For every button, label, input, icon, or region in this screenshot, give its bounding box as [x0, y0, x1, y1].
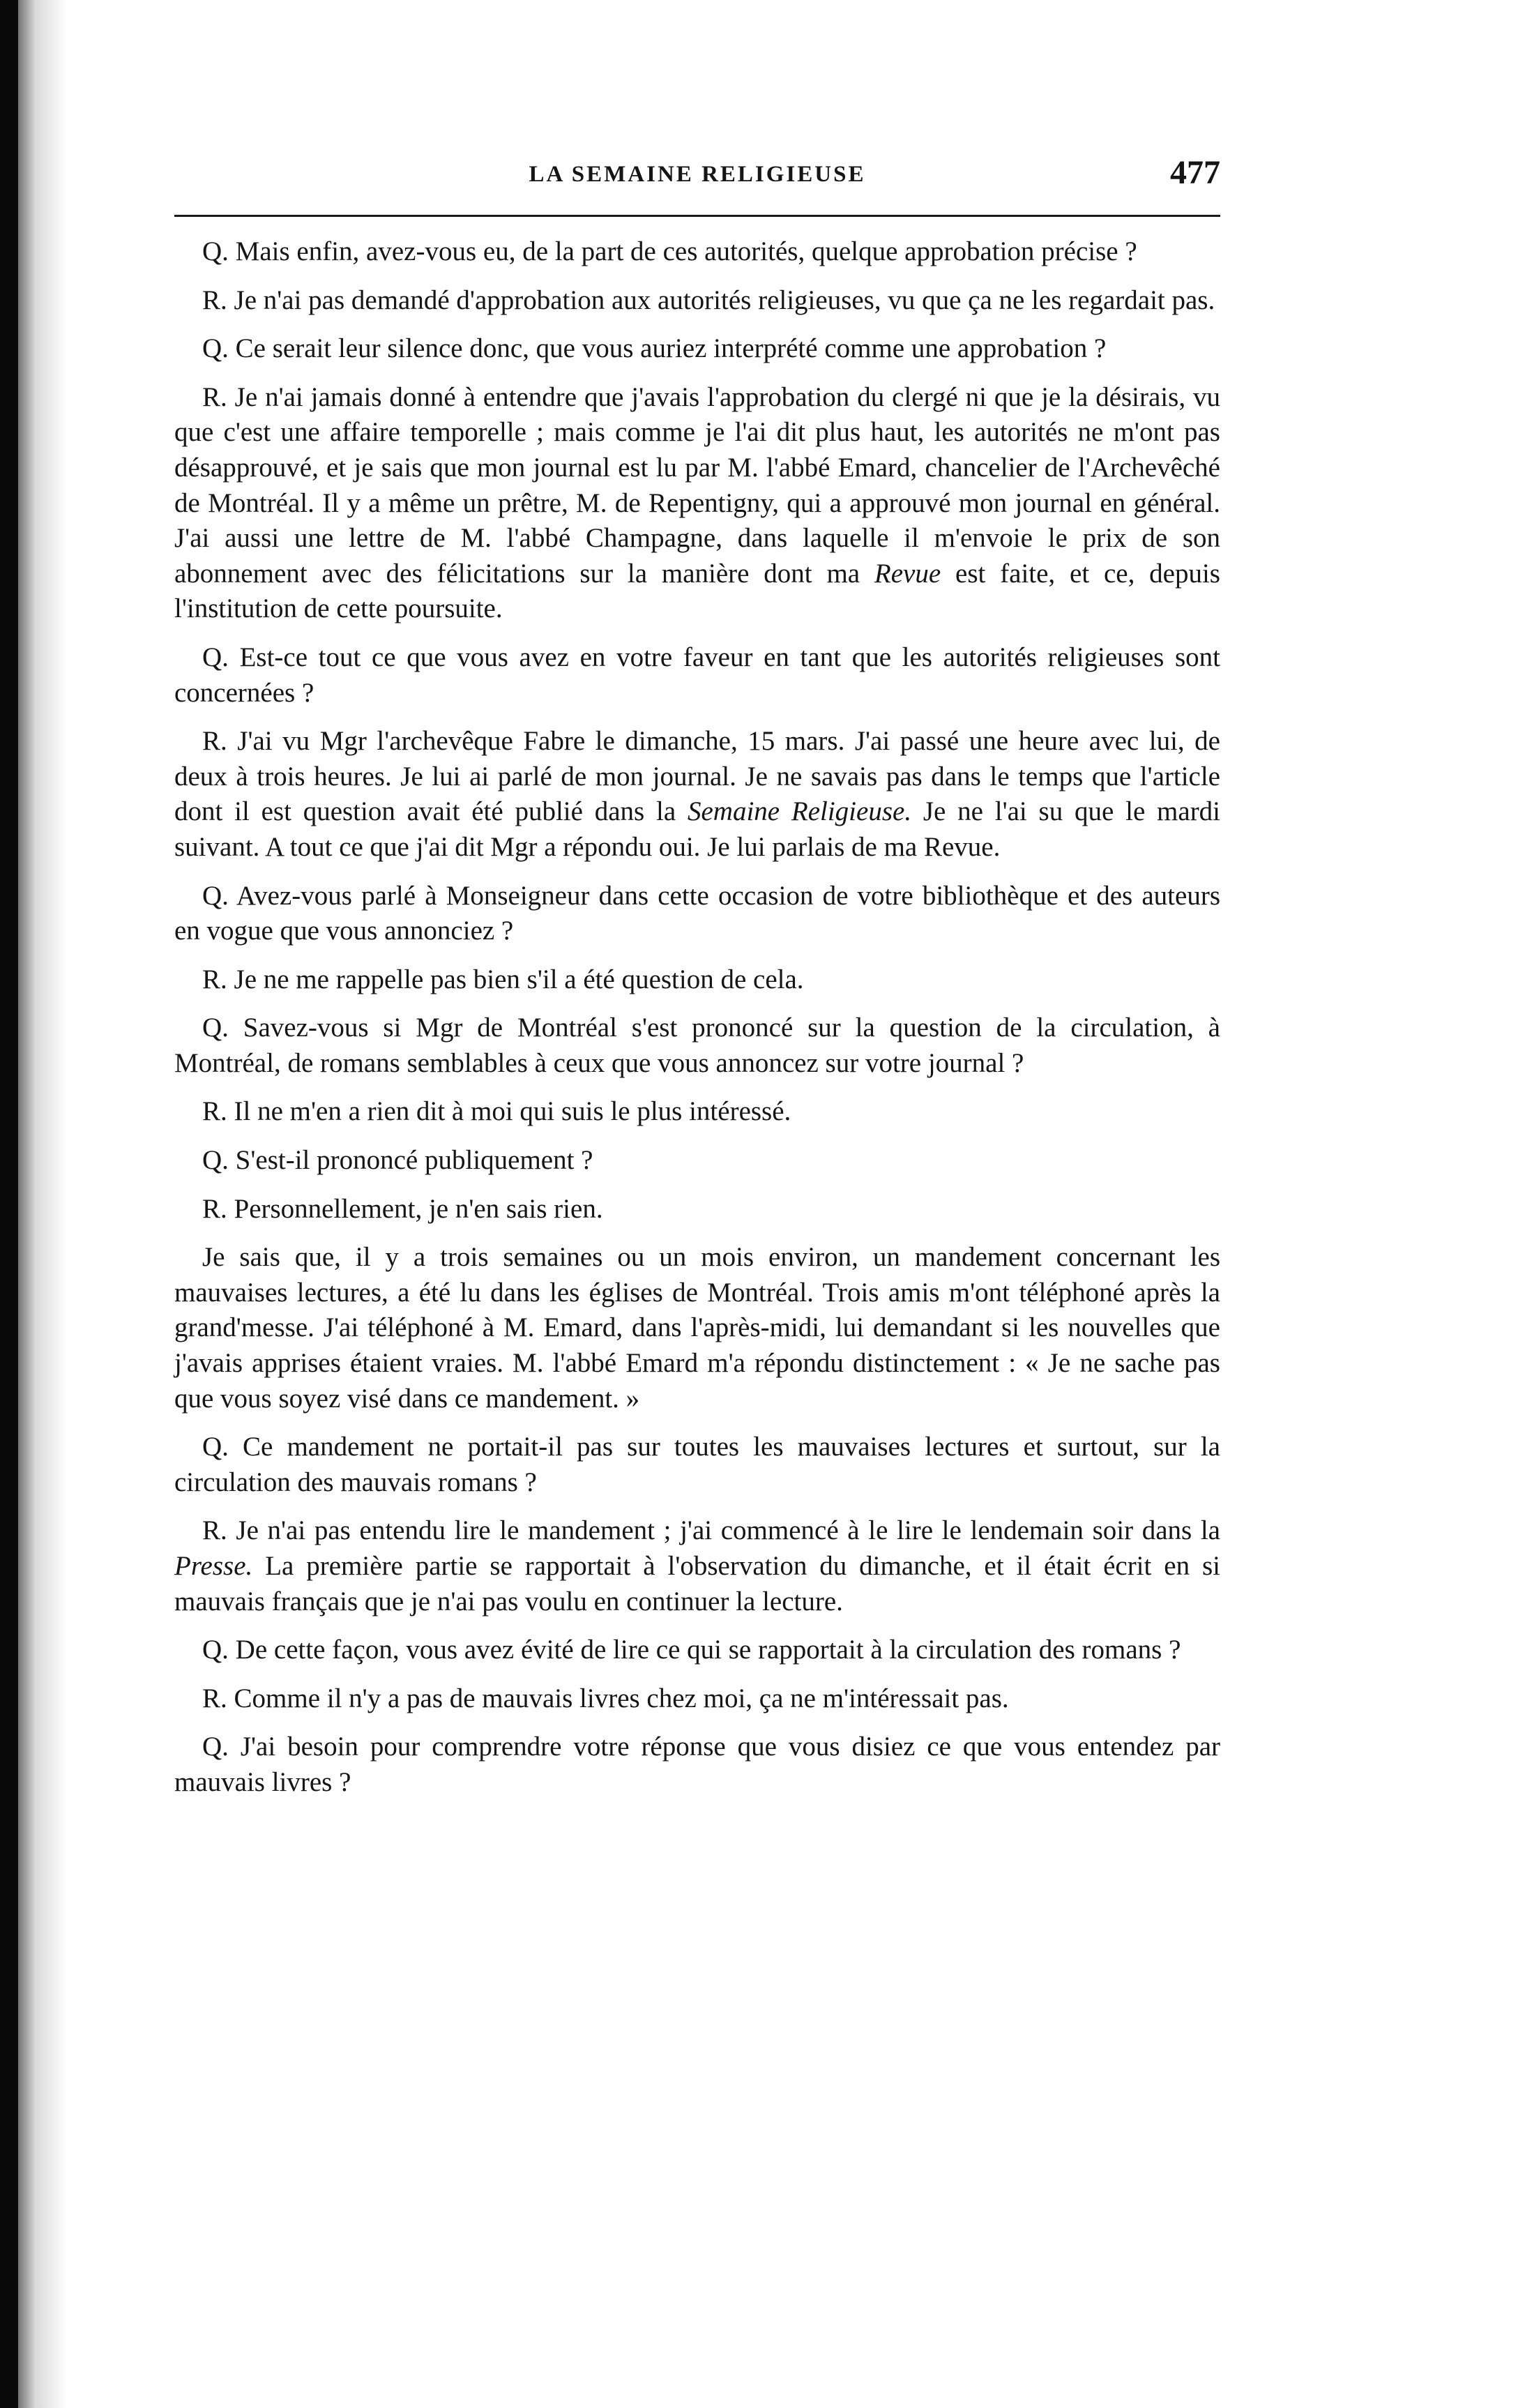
paragraph: Q. Savez-vous si Mgr de Montréal s'est prononcé sur la question de la circulation, à Montréal, de romans semblables à ceux que vous annoncez sur votre journal ? — [174, 1013, 1220, 1078]
paragraph: R. J'ai vu Mgr l'archevêque Fabre le dimanche, 15 mars. J'ai passé une heure avec lui, de deux à trois heures. Je lui ai parlé de mon journal. Je ne savais pas dans le temps que l'article dont il est question avait été publié dans la Semaine Religieuse. Je ne l'ai su que le mardi suivant. A tout ce que j'ai dit Mgr a répondu oui. Je lui parlais de ma Revue. — [174, 726, 1221, 862]
paragraph: R. Personnellement, je n'en sais rien. — [202, 1193, 603, 1224]
italic-title: Semaine Religieuse. — [687, 796, 912, 827]
page-binding-edge — [0, 0, 18, 2408]
paragraph: Q. J'ai besoin pour comprendre votre réponse que vous disiez ce que vous entendez par mauvais livres ? — [174, 1732, 1220, 1797]
page-number: 477 — [1170, 154, 1220, 191]
paragraph: Q. S'est-il prononcé publiquement ? — [202, 1145, 593, 1176]
header-rule — [174, 215, 1220, 217]
paragraph: R. Je n'ai pas demandé d'approbation aux autorités religieuses, vu que ça ne les regardait pas. — [202, 285, 1215, 315]
paragraph: R. Je ne me rappelle pas bien s'il a été question de cela. — [202, 964, 804, 994]
italic-title: Revue — [874, 558, 941, 589]
page-header — [174, 154, 1220, 204]
paragraph: Q. Mais enfin, avez-vous eu, de la part de ces autorités, quelque approbation précise ? — [202, 236, 1137, 266]
running-head: LA SEMAINE RELIGIEUSE — [529, 162, 866, 187]
paragraph: Q. Ce serait leur silence donc, que vous auriez interprété comme une approbation ? — [202, 333, 1107, 364]
paragraph: R. Comme il n'y a pas de mauvais livres chez moi, ça ne m'intéressait pas. — [202, 1683, 1009, 1713]
binding-shadow — [18, 0, 67, 2408]
paragraph: Q. De cette façon, vous avez évité de lire ce qui se rapportait à la circulation des romans ? — [202, 1635, 1181, 1665]
paragraph: R. Je n'ai jamais donné à entendre que j'avais l'approbation du clergé ni que je la désirais, vu que c'est une affaire temporelle ; mais comme je l'ai dit plus haut, les autorités ne m'ont pas désapprouvé, et je sais que mon journal est lu par M. l'abbé Emard, chancelier de l'Archevêché de Montréal. Il y a même un prêtre, M. de Repentigny, qui a approuvé mon journal en général. J'ai aussi une lettre de M. l'abbé Champagne, dans laquelle il m'envoie le prix de son abonnement avec des félicitations sur la manière dont ma Revue est faite, et ce, depuis l'institution de cette poursuite. — [174, 381, 1220, 624]
paragraph: Je sais que, il y a trois semaines ou un mois environ, un mandement concernant les mauvaises lectures, a été lu dans les églises de Montréal. Trois amis m'ont téléphoné après la grand'messe. J'ai téléphoné à M. Emard, dans l'après-midi, lui demandant si les nouvelles que j'avais apprises étaient vraies. M. l'abbé Emard m'a répondu distinctement : « Je ne sache pas que vous soyez visé dans ce mandement. » — [174, 1242, 1220, 1414]
paragraph: Q. Ce mandement ne portait-il pas sur toutes les mauvaises lectures et surtout, sur la circulation des mauvais romans ? — [174, 1432, 1220, 1497]
paragraph: Q. Est-ce tout ce que vous avez en votre faveur en tant que les autorités religieuses sont concernées ? — [174, 642, 1220, 708]
paragraph: R. Je n'ai pas entendu lire le mandement ; j'ai commencé à le lire le lendemain soir dans la Presse. La première partie se rapportait à l'observation du dimanche, et il était écrit en si mauvais français que je n'ai pas voulu en continuer la lecture. — [174, 1515, 1220, 1616]
italic-title: Presse. — [174, 1551, 253, 1581]
page-body — [174, 234, 1220, 1814]
paragraph: R. Il ne m'en a rien dit à moi qui suis le plus intéressé. — [202, 1096, 791, 1127]
paragraph: Q. Avez-vous parlé à Monseigneur dans cette occasion de votre bibliothèque et des auteurs en vogue que vous annonciez ? — [174, 880, 1220, 946]
